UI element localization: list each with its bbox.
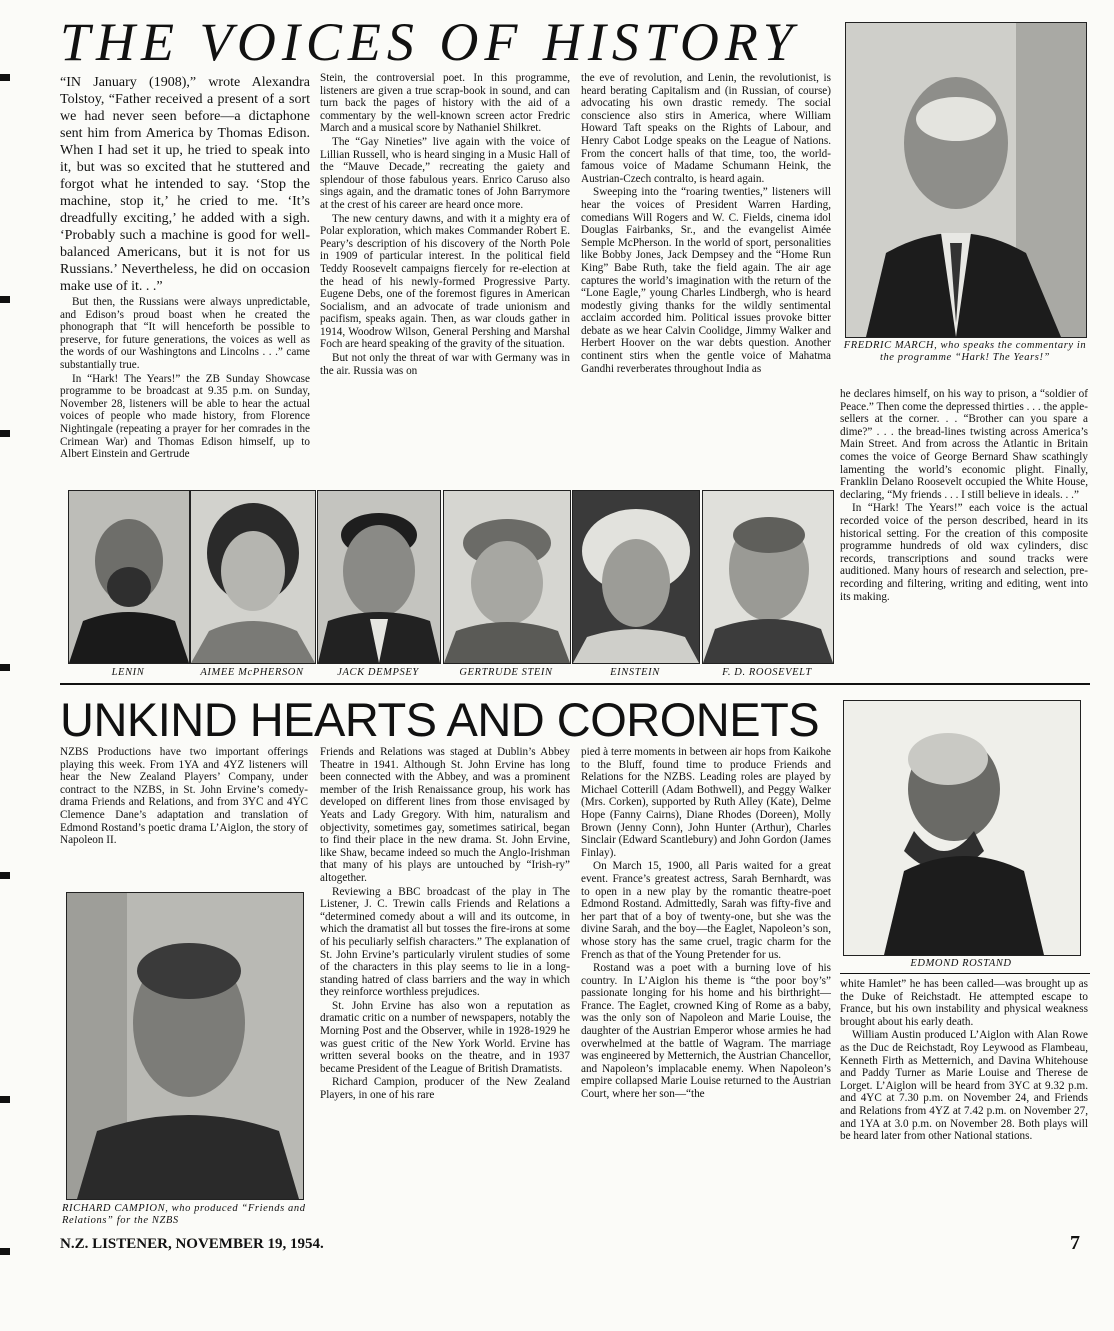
margin-marker	[0, 872, 10, 879]
margin-marker	[0, 430, 10, 437]
einstein-portrait	[572, 490, 700, 664]
richard-campion-caption: RICHARD CAMPION, who produced “Friends and Relations” for the NZBS	[62, 1203, 306, 1226]
paragraph: The “Gay Nineties” live again with the voice of Lillian Russell, who is heard singing in a Music Hall of the “Mauve Decade,” recreating the gaiety and splendour of those fabulous years. Enrico Caruso also sings again, and the dramatic tones of John Barrymore at the crest of his career are heard once more.	[320, 135, 570, 211]
fredric-march-photo	[845, 22, 1087, 338]
paragraph: In “Hark! The Years!” the ZB Sunday Showcase programme to be broadcast at 9.35 p.m. on Sunday, November 28, listeners will be able to hear the actual voices of people who made history, from Florence Nightingale (repeating a prayer for her comrades in the Crimean War) and Thomas Edison himself, up to Albert Einstein and Gertrude	[60, 372, 310, 461]
paragraph: Richard Campion, producer of the New Zealand Players, in one of his rare	[320, 1076, 570, 1102]
bottom-column-4	[840, 978, 1088, 1230]
bottom-column-2	[320, 746, 570, 1230]
top-column-3	[581, 72, 831, 484]
paragraph: Stein, the controversial poet. In this programme, listeners are given a true scrap-book in sound, and can turn back the pages of history with the aid of a commentary by the well-known screen actor Fredric March and a musical score by Nathaniel Shilkret.	[320, 72, 570, 135]
margin-marker	[0, 296, 10, 303]
paragraph: NZBS Productions have two important offerings playing this week. From 1YA and 4YZ listeners will hear the New Zealand Players’ Company, under contract to the NZBS, in St. John Ervine’s comedy-drama Friends and Relations, and from 3YC and 4YC Clemence Dane’s adaptation and translation of Edmond Rostand’s poetic drama L’Aiglon, the story of Napoleon II.	[60, 746, 308, 847]
paragraph: In “Hark! The Years!” each voice is the actual recorded voice of the person described, heard in its historical setting. For the creation of this composite programme hundreds of old wax cylinders, disc records, transcriptions and sound tracks were auditioned. Many hours of research and selection, pre-recording and filtering, writing and editing, went into its making.	[840, 502, 1088, 603]
caption-gertrude-stein: GERTRUDE STEIN	[459, 667, 553, 678]
caption-aimee-mcpherson: AIMEE McPHERSON	[200, 667, 304, 678]
paragraph: But then, the Russians were always unpredictable, and Edison’s proud boast when he created the phonograph that “It will henceforth be possible to preserve, for future generations, the voices as well as the words of our Washingtons and Lincolns . . .” came substantially true.	[60, 296, 310, 371]
caption-fd-roosevelt: F. D. ROOSEVELT	[722, 667, 812, 678]
caption-einstein: EINSTEIN	[610, 667, 660, 678]
paragraph: On March 15, 1900, all Paris waited for a great event. France’s greatest actress, Sarah Bernhardt, was to open in a new play by the romantic theatre-poet Edmond Rostand. Admittedly, Sarah was fifty-five and her part that of a boy of twenty-one, but she was the divine Sarah, and the boy—the Eaglet, Napoleon’s son, whose story has the same cruel, tragic charm for the French as that of the Young Pretender for us.	[581, 860, 831, 961]
richard-campion-photo	[66, 892, 304, 1200]
margin-marker	[0, 1096, 10, 1103]
paragraph: Reviewing a BBC broadcast of the play in The Listener, J. C. Trewin calls Friends and Relations a “determined comedy about a will and its outcome, in which the dramatist all but tosses the fire-irons at some of his peculiarly selfish characters.” The explanation of St. John Ervine’s particularly virulent studies of some of the characters in this play seems to lie in a long-standing hatred of class barriers and the way in which they reinforce worthless prejudices.	[320, 885, 570, 999]
paragraph: “IN January (1908),” wrote Alexandra Tolstoy, “Father received a present of a sort we had never seen before—a dictaphone sent him from America by Thomas Edison. When I had set it up, he tried to speak into it, but was so excited that he stuttered and forgot what he intended to say. ‘Stop the machine, stop it,’ he cried to me. ‘It’s dreadfully exciting,’ he added with a sigh. ‘Probably such a machine is good for well-balanced Americans, but it is not for us Russians.’ Nevertheless, he did on occasion make use of it. . .”	[60, 75, 310, 294]
paragraph: Sweeping into the “roaring twenties,” listeners will hear the voices of President Warren Harding, comedians Will Rogers and W. C. Fields, cinema idol Douglas Fairbanks, Sr., and the evangelist Aimée Semple McPherson. In the world of sport, personalities like Bobby Jones, Jack Dempsey and the “Home Run King” Babe Ruth, take the field again. The air age captures the world’s imagination with the return of the “Lone Eagle,” young Charles Lindbergh, who is heard modestly giving thanks for the wildly sentimental acclaim accorded him. Political issues provoke bitter debate as we hear Calvin Coolidge, Jimmy Walker and Herbert Hoover on the war debts question. Another continent stirs when the gentle voice of Mahatma Gandhi reverberates throughout India as	[581, 186, 831, 375]
paragraph: St. John Ervine has also won a reputation as dramatic critic on a number of newspapers, notably the Morning Post and the Observer, while in 1928-1929 he was guest critic of the New York World. Ervine has written several books on the theatre, and in 1937 became President of the League of British Dramatists.	[320, 999, 570, 1075]
top-column-2	[320, 72, 570, 484]
fredric-march-caption: FREDRIC MARCH, who speaks the commentary in the programme “Hark! The Years!”	[843, 340, 1087, 363]
headline-voices-of-history: THE VOICES OF HISTORY	[60, 12, 799, 72]
paragraph: But not only the threat of war with Germany was in the air. Russia was on	[320, 352, 570, 377]
caption-rule	[840, 973, 1090, 974]
aimee-mcpherson-portrait	[190, 490, 316, 664]
bottom-column-3	[581, 746, 831, 1230]
paragraph: white Hamlet” he has been called—was brought up as the Duke of Reichstadt. He attempted escape to France, but his own instability and physical weakness brought about his early death.	[840, 978, 1088, 1028]
paragraph: he declares himself, on his way to prison, a “soldier of Peace.” Then come the depressed thirties . . . the apple-sellers at the corner. . . “Brother can you spare a dime?” . . . the bread-lines twisting across America’s Main Street. And from across the Atlantic in Britain comes the voice of George Bernard Shaw scathingly lamenting the world’s economic plight. Finally, Franklin Delano Roosevelt occupied the White House, declaring, “My friends . . . I still believe in ideals. . .”	[840, 388, 1088, 501]
edmond-rostand-photo	[843, 700, 1081, 956]
edmond-rostand-caption: EDMOND ROSTAND	[910, 958, 1012, 969]
jack-dempsey-portrait	[317, 490, 441, 664]
lenin-portrait	[68, 490, 190, 664]
fd-roosevelt-portrait	[702, 490, 834, 664]
paragraph: Rostand was a poet with a burning love of his country. In L’Aiglon his theme is “the poor boy’s” passionate longing for his home and his birthright—France. The Eaglet, crowned King of Rome as a baby, was the only son of Napoleon and Marie Louise, the daughter of the Austrian Emperor whose armies he had overwhelmed at the battle of Wagram. The marriage was engineered by Metternich, the Austrian Chancellor, and Napoleon’s implacable enemy. When Napoleon’s empire collapsed Marie Louise returned to the Austrian Court, where her son—“the	[581, 962, 831, 1101]
footer-publication-date: N.Z. LISTENER, NOVEMBER 19, 1954.	[60, 1236, 324, 1252]
paragraph: the eve of revolution, and Lenin, the revolutionist, is heard berating Capitalism and (in Russian, of course) advocating his own drastic remedy. The social conscience also stirs in America, where William Howard Taft speaks on the Rights of Labour, and Henry Cabot Lodge speaks on the League of Nations. From the concert halls of that time, too, the world-famous voice of Madame Schumann Heink, the Austrian-Czech contralto, is heard again.	[581, 72, 831, 185]
paragraph: Friends and Relations was staged at Dublin’s Abbey Theatre in 1941. Although St. John Ervine has long been connected with the Abbey, and was a prominent member of the Irish Renaissance group, his work has developed on different lines from those envisaged by Yeats and Lady Gregory. With him, naturalism and objectivity, sometimes gay, sometimes satirical, began to find their place in the new drama. St. John Ervine, like Shaw, became indeed so much the Anglo-Irishman that many of his plays are untouched by “Irish-ry” altogether.	[320, 746, 570, 884]
caption-jack-dempsey: JACK DEMPSEY	[337, 667, 419, 678]
gertrude-stein-portrait	[443, 490, 571, 664]
paragraph: pied à terre moments in between air hops from Kaikohe to the Bluff, found time to produce Friends and Relations for the NZBS. Leading roles are played by Michael Cotterill (Adam Bothwell), and Peggy Walker (Mrs. Corken), supported by Ruth Alley (Kate), Delme Hope (Fanny Cairns), Diane Rhodes (Doreen), Molly Brown (Jenny Conn), John Hunter (Arthur), Charles Sinclair (Edward Scantlebury) and John Gordon (James Finlay).	[581, 746, 831, 859]
top-column-1	[60, 74, 310, 484]
caption-lenin: LENIN	[111, 667, 145, 678]
margin-marker	[0, 1248, 10, 1255]
margin-marker	[0, 74, 10, 81]
top-column-4	[840, 388, 1088, 680]
bottom-column-1	[60, 746, 308, 888]
headline-unkind-hearts-and-coronets: UNKIND HEARTS AND CORONETS	[60, 693, 820, 746]
section-divider	[60, 683, 1090, 685]
margin-marker	[0, 664, 10, 671]
paragraph: The new century dawns, and with it a mighty era of Polar exploration, which makes Commander Robert E. Peary’s description of his discovery of the North Pole in 1909 of particular interest. In the political field Teddy Roosevelt campaigns fiercely for re-election at the head of his newly-formed Progressive Party. Eugene Debs, one of the foremost figures in American Socialism, and an advocate of trade unionism and pacifism, speaks again. Then, as war clouds gather in 1914, Woodrow Wilson, General Pershing and Marshal Foch are heard speaking of the gravity of the situation.	[320, 212, 570, 351]
paragraph: William Austin produced L’Aiglon with Alan Rowe as the Duc de Reichstadt, Roy Leywood as Flambeau, Kenneth Firth as Metternich, and Davina Whitehouse and Paddy Turner as Marie Louise and Therese de Lorget. L’Aiglon will be heard from 3YC at 9.32 p.m. and 4YC at 7.30 p.m. on November 24, and Friends and Relations from 4YZ at 7.42 p.m. on November 27, and 1YA at 3.0 p.m. on November 28. Both plays will be heard later from other National stations.	[840, 1029, 1088, 1143]
page-number: 7	[1070, 1232, 1080, 1254]
